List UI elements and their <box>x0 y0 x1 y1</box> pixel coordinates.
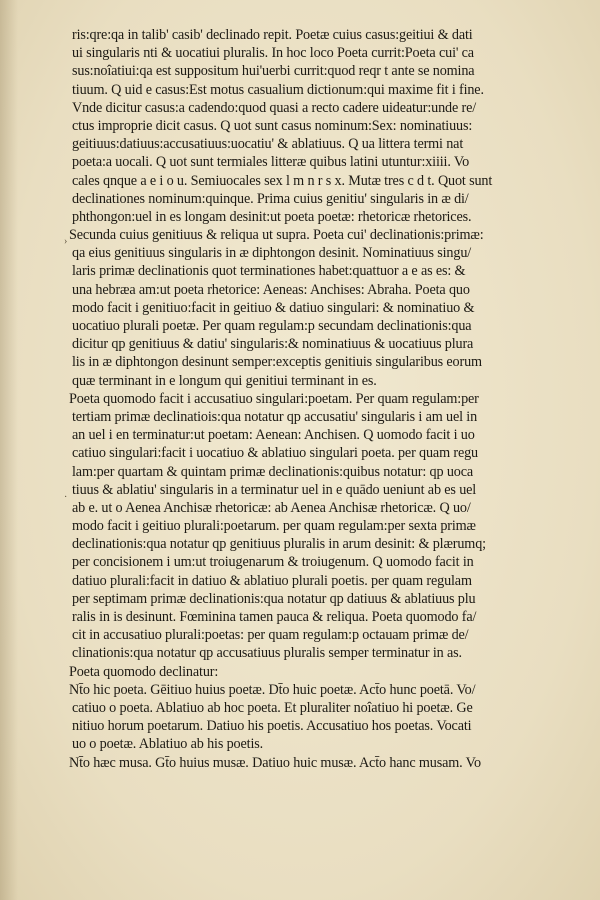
text-line: Vnde dicitur casus:a cadendo:quod quasi a recto cadere uideatur:unde re/ <box>72 99 477 116</box>
text-line: Secunda cuius genitiuus & reliqua ut supra. Poeta cui' declinationis:primæ: <box>69 227 484 244</box>
text-line: lis in æ diphtongon desinunt semper:exceptis genitiuis singularibus eorum <box>72 354 482 371</box>
text-line: declinationis:qua notatur qp genitiuus pluralis in arum desinit: & plærumq; <box>72 536 486 553</box>
page-gutter-shadow <box>0 0 18 900</box>
text-line: datiuo plurali:facit in datiuo & ablatiuo plurali poetis. per quam regulam <box>72 572 472 589</box>
margin-mark: › <box>64 236 68 247</box>
text-line: poeta:a uocali. Q uot sunt termiales litteræ quibus latini utuntur:xiiii. Vo <box>72 154 470 171</box>
text-line: nitiuo horum poetarum. Datiuo his poetis. Accusatiuo hos poetas. Vocati <box>72 718 472 735</box>
text-line: ris:qre:qa in talib' casib' declinado repit. Poetæ cuius casus:geitiui & dati <box>72 27 473 43</box>
text-line: Poeta quomodo facit i accusatiuo singulari:poetam. Per quam regulam:per <box>69 390 479 407</box>
text-line: laris primæ declinationis quot terminationes habet:quattuor a e as es: & <box>72 263 466 280</box>
text-line: dicitur qp genitiuus & datiu' singularis:& nominatiuus & uocatiuus plura <box>72 336 474 353</box>
text-line: catiuo o poeta. Ablatiuo ab hoc poeta. Et pluraliter noîatiuo hi poetæ. Ge <box>72 699 473 716</box>
text-line: quæ terminant in e longum qui genitiui terminant in es. <box>72 372 377 389</box>
text-line: per concisionem i um:ut troiugenarum & troiugenum. Q uomodo facit in <box>72 554 474 571</box>
text-line: modo facit i geitiuo plurali:poetarum. per quam regulam:per sexta primæ <box>72 518 476 535</box>
text-line: tiuum. Q uid e casus:Est motus casualium dictionum:qui maxime fit i fine. <box>72 81 484 98</box>
text-line: ctus improprie dicit casus. Q uot sunt casus nominum:Sex: nominatiuus: <box>72 117 473 134</box>
text-line: per septimam primæ declinationis:qua notatur qp datiuus & ablatiuus plu <box>72 590 476 607</box>
text-line: tertiam primæ declinatiois:qua notatur qp accusatiu' singularis i am uel in <box>72 408 478 425</box>
text-line: cales qnque a e i o u. Semiuocales sex l m n r s x. Mutæ tres c d t. Quot sunt <box>72 172 493 189</box>
text-line: lam:per quartam & quintam primæ declinationis:quibus notatur: qp uoca <box>72 463 474 480</box>
text-line: phthongon:uel in es longam desinit:ut poeta poetæ: rhetoricæ rhetorices. <box>72 208 472 225</box>
text-line: geitiuus:datiuus:accusatiuus:uocatiu' & ablatiuus. Q ua littera termi nat <box>72 136 464 153</box>
text-line: catiuo singulari:facit i uocatiuo & ablatiuo singulari poeta. per quam regu <box>72 445 478 462</box>
text-line: cit in accusatiuo plurali:poetas: per quam regulam:p octauam primæ de/ <box>72 627 469 644</box>
text-line: uocatiuo plurali poetæ. Per quam regulam:p secundam declinationis:qua <box>72 318 472 334</box>
text-line: sus:noîatiui:qa est suppositum hui'uerbi currit:quod reqr t ante se nomina <box>72 63 475 80</box>
text-line: modo facit i genitiuo:facit in geitiuo & datiuo singulari: & nominatiuo & <box>72 299 475 316</box>
text-line: ui singularis nti & uocatiui pluralis. In hoc loco Poeta currit:Poeta cui' ca <box>72 45 474 62</box>
text-line: ab e. ut o Aenea Anchisæ rhetoricæ: ab Aenea Anchisæ rhetoricæ. Q uo/ <box>72 499 471 516</box>
text-line: qa eius genitiuus singularis in æ diphtongon desinit. Nominatiuus singu/ <box>72 245 472 262</box>
text-line: tiuus & ablatiu' singularis in a terminatur uel in e quādo ueniunt ab es uel <box>72 481 477 498</box>
text-block <box>69 26 572 772</box>
text-line: Poeta quomodo declinatur: <box>69 663 219 680</box>
text-line: una hebræa am:ut poeta rhetorice: Aeneas: Anchises: Abraha. Poeta quo <box>72 281 470 298</box>
text-line: ralis in is desinunt. Fœminina tamen pauca & reliqua. Poeta quomodo fa/ <box>72 609 477 625</box>
text-line: Nt̄o hic poeta. Gēitiuo huius poetæ. Dt̄o huic poetæ. Act̄o hunc poetā. Vo/ <box>69 681 476 698</box>
text-line: clinationis:qua notatur qp accusatiuus pluralis semper terminatur in as. <box>72 645 462 662</box>
text-line: Nt̄o hæc musa. Gt̄o huius musæ. Datiuo huic musæ. Act̄o hanc musam. Vo <box>69 754 481 771</box>
text-line: declinationes nominum:quinque. Prima cuius genitiu' singularis in æ di/ <box>72 190 469 207</box>
text-line: uo o poetæ. Ablatiuo ab his poetis. <box>72 736 263 753</box>
margin-mark: · <box>64 492 68 503</box>
text-line: an uel i en terminatur:ut poetam: Aenean: Anchisen. Q uomodo facit i uo <box>72 427 475 444</box>
